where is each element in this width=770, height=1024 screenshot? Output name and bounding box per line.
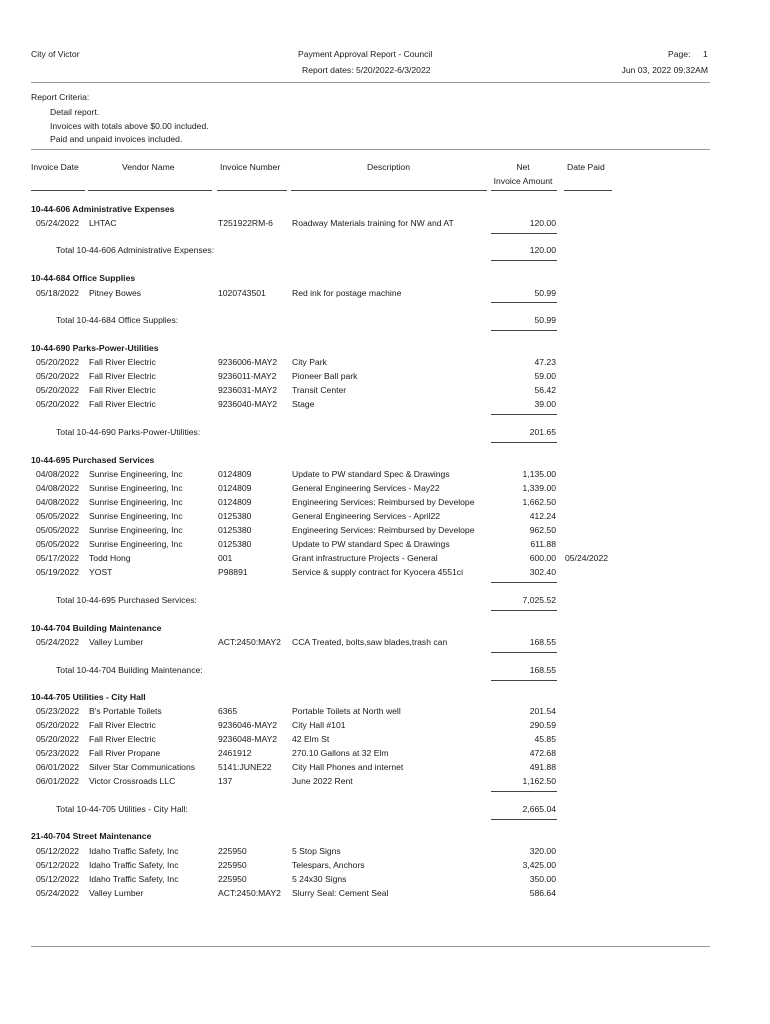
table-row — [0, 469, 770, 482]
invoice-number: T251922RM-6 — [218, 218, 273, 228]
vendor-name: Idaho Traffic Safety, Inc — [89, 874, 179, 884]
table-row — [0, 888, 770, 901]
description: City Hall Phones and internet — [292, 762, 404, 772]
section-total-label: Total 10-44-695 Purchased Services: — [56, 595, 197, 605]
col-vendor-name: Vendor Name — [122, 162, 175, 172]
table-row — [0, 497, 770, 510]
table-row — [0, 846, 770, 859]
invoice-date: 05/19/2022 — [36, 567, 80, 577]
invoice-number: 0124809 — [218, 497, 252, 507]
table-row — [0, 748, 770, 761]
description: 270.10 Gallons at 32 Elm — [292, 748, 389, 758]
total-rule — [491, 260, 557, 261]
org-name: City of Victor — [31, 49, 80, 59]
vendor-name: Fall River Electric — [89, 371, 156, 381]
invoice-date: 05/20/2022 — [36, 385, 80, 395]
net-amount: 1,339.00 — [522, 483, 556, 493]
vendor-name: Pitney Bowes — [89, 288, 142, 298]
invoice-date: 05/12/2022 — [36, 860, 80, 870]
section-title: 10-44-690 Parks-Power-Utilities — [31, 343, 159, 353]
invoice-date: 05/20/2022 — [36, 371, 80, 381]
invoice-date: 05/23/2022 — [36, 706, 80, 716]
invoice-date: 05/24/2022 — [36, 637, 80, 647]
table-row — [0, 720, 770, 733]
table-row — [0, 357, 770, 370]
table-row — [0, 637, 770, 650]
vendor-name: Valley Lumber — [89, 888, 144, 898]
section-title: 10-44-695 Purchased Services — [31, 455, 155, 465]
table-row — [0, 539, 770, 552]
footer-divider — [31, 946, 710, 947]
description: Pioneer Ball park — [292, 371, 358, 381]
col-underline — [88, 190, 212, 191]
criteria-line: Invoices with totals above $0.00 included. — [50, 121, 209, 131]
description: Service & supply contract for Kyocera 4551ci — [292, 567, 464, 577]
net-amount: 120.00 — [529, 218, 556, 228]
net-amount: 45.85 — [534, 734, 556, 744]
invoice-date: 05/18/2022 — [36, 288, 80, 298]
col-date-paid: Date Paid — [567, 162, 605, 172]
col-invoice-date: Invoice Date — [31, 162, 79, 172]
description: Red ink for postage machine — [292, 288, 402, 298]
net-amount: 1,135.00 — [522, 469, 556, 479]
section-title: 21-40-704 Street Maintenance — [31, 831, 152, 841]
vendor-name: Fall River Electric — [89, 357, 156, 367]
page-label: Page: — [668, 49, 691, 59]
subtotal-rule — [491, 582, 557, 583]
table-row — [0, 483, 770, 496]
vendor-name: Fall River Electric — [89, 399, 156, 409]
vendor-name: Sunrise Engineering, Inc — [89, 525, 183, 535]
description: 5 Stop Signs — [292, 846, 341, 856]
subtotal-rule — [491, 414, 557, 415]
invoice-number: 1020743501 — [218, 288, 266, 298]
table-row — [0, 553, 770, 566]
section-total-label: Total 10-44-704 Building Maintenance: — [56, 665, 203, 675]
vendor-name: Victor Crossroads LLC — [89, 776, 176, 786]
description: General Engineering Services - April22 — [292, 511, 441, 521]
criteria-divider — [31, 149, 710, 150]
col-invoice-amount: Invoice Amount — [493, 176, 553, 186]
vendor-name: Sunrise Engineering, Inc — [89, 497, 183, 507]
col-underline — [217, 190, 287, 191]
invoice-date: 05/05/2022 — [36, 525, 80, 535]
invoice-number: 5141:JUNE22 — [218, 762, 272, 772]
invoice-date: 05/24/2022 — [36, 888, 80, 898]
description: Stage — [292, 399, 315, 409]
table-row — [0, 525, 770, 538]
description: Transit Center — [292, 385, 347, 395]
description: Engineering Services: Reimbursed by Develope — [292, 497, 475, 507]
invoice-date: 04/08/2022 — [36, 469, 80, 479]
vendor-name: Fall River Propane — [89, 748, 161, 758]
invoice-date: 04/08/2022 — [36, 483, 80, 493]
invoice-date: 06/01/2022 — [36, 776, 80, 786]
table-row — [0, 385, 770, 398]
invoice-number: 9236031-MAY2 — [218, 385, 278, 395]
vendor-name: Fall River Electric — [89, 720, 156, 730]
invoice-date: 05/23/2022 — [36, 748, 80, 758]
section-total: 168.55 — [529, 665, 556, 675]
description: Telespars, Anchors — [292, 860, 365, 870]
subtotal-rule — [491, 302, 557, 303]
net-amount: 491.88 — [529, 762, 556, 772]
vendor-name: Silver Star Communications — [89, 762, 196, 772]
invoice-number: 001 — [218, 553, 233, 563]
table-row — [0, 218, 770, 231]
table-row — [0, 860, 770, 873]
invoice-date: 04/08/2022 — [36, 497, 80, 507]
section-title: 10-44-684 Office Supplies — [31, 273, 136, 283]
total-rule — [491, 819, 557, 820]
section-title: 10-44-606 Administrative Expenses — [31, 204, 175, 214]
description: Portable Toilets at North well — [292, 706, 401, 716]
description: June 2022 Rent — [292, 776, 353, 786]
invoice-date: 05/24/2022 — [36, 218, 80, 228]
invoice-number: 225950 — [218, 860, 247, 870]
description: 42 Elm St — [292, 734, 330, 744]
vendor-name: Sunrise Engineering, Inc — [89, 483, 183, 493]
table-row — [0, 776, 770, 789]
vendor-name: Fall River Electric — [89, 385, 156, 395]
table-row — [0, 706, 770, 719]
net-amount: 611.88 — [530, 539, 556, 549]
vendor-name: Sunrise Engineering, Inc — [89, 539, 183, 549]
invoice-number: 9236046-MAY2 — [218, 720, 278, 730]
invoice-number: 0124809 — [218, 483, 252, 493]
vendor-name: Todd Hong — [89, 553, 131, 563]
vendor-name: Sunrise Engineering, Inc — [89, 511, 183, 521]
criteria-heading: Report Criteria: — [31, 92, 90, 102]
page-number: 1 — [703, 49, 708, 59]
vendor-name: Sunrise Engineering, Inc — [89, 469, 183, 479]
description: City Park — [292, 357, 327, 367]
net-amount: 1,662.50 — [522, 497, 556, 507]
date-paid: 05/24/2022 — [565, 553, 609, 563]
table-row — [0, 288, 770, 301]
net-amount: 586.64 — [529, 888, 556, 898]
net-amount: 50.99 — [534, 288, 556, 298]
net-amount: 168.55 — [529, 637, 556, 647]
net-amount: 350.00 — [529, 874, 556, 884]
section-total-label: Total 10-44-690 Parks-Power-Utilities: — [56, 427, 201, 437]
net-amount: 320.00 — [529, 846, 556, 856]
vendor-name: LHTAC — [89, 218, 117, 228]
section-total: 201.65 — [529, 427, 556, 437]
invoice-number: 9236011-MAY2 — [218, 371, 277, 381]
net-amount: 56.42 — [534, 385, 556, 395]
invoice-date: 05/20/2022 — [36, 720, 80, 730]
section-total: 120.00 — [529, 245, 556, 255]
invoice-number: 9236048-MAY2 — [218, 734, 278, 744]
invoice-number: 225950 — [218, 846, 247, 856]
total-rule — [491, 330, 557, 331]
invoice-date: 05/20/2022 — [36, 357, 80, 367]
invoice-date: 05/17/2022 — [36, 553, 80, 563]
col-net: Net — [516, 162, 530, 172]
vendor-name: Fall River Electric — [89, 734, 156, 744]
vendor-name: Valley Lumber — [89, 637, 144, 647]
subtotal-rule — [491, 652, 557, 653]
table-row — [0, 734, 770, 747]
section-total-label: Total 10-44-684 Office Supplies: — [56, 315, 179, 325]
table-row — [0, 762, 770, 775]
net-amount: 47.23 — [534, 357, 556, 367]
net-amount: 412.24 — [529, 511, 556, 521]
vendor-name: Idaho Traffic Safety, Inc — [89, 860, 179, 870]
subtotal-rule — [491, 233, 557, 234]
section-total: 2,665.04 — [522, 804, 556, 814]
net-amount: 302.40 — [529, 567, 556, 577]
table-row — [0, 371, 770, 384]
total-rule — [491, 442, 557, 443]
section-title: 10-44-704 Building Maintenance — [31, 623, 162, 633]
description: Roadway Materials training for NW and AT — [292, 218, 454, 228]
section-total-label: Total 10-44-606 Administrative Expenses: — [56, 245, 215, 255]
table-row — [0, 874, 770, 887]
section-title: 10-44-705 Utilities - City Hall — [31, 692, 146, 702]
table-row — [0, 511, 770, 524]
criteria-line: Detail report. — [50, 107, 100, 117]
header-divider — [31, 82, 710, 83]
net-amount: 962.50 — [529, 525, 556, 535]
table-row — [0, 399, 770, 412]
invoice-number: 0125380 — [218, 511, 252, 521]
invoice-number: ACT:2450:MAY2 — [218, 888, 281, 898]
invoice-number: ACT:2450:MAY2 — [218, 637, 281, 647]
description: 5 24x30 Signs — [292, 874, 347, 884]
invoice-number: 6365 — [218, 706, 238, 716]
description: Engineering Services: Reimbursed by Develope — [292, 525, 475, 535]
col-description: Description — [367, 162, 410, 172]
invoice-number: 0125380 — [218, 539, 252, 549]
invoice-number: 9236006-MAY2 — [218, 357, 278, 367]
invoice-number: 137 — [218, 776, 233, 786]
col-underline — [291, 190, 487, 191]
invoice-number: P98891 — [218, 567, 248, 577]
net-amount: 290.59 — [529, 720, 556, 730]
vendor-name: Idaho Traffic Safety, Inc — [89, 846, 179, 856]
col-underline — [491, 190, 557, 191]
invoice-date: 05/20/2022 — [36, 734, 80, 744]
invoice-number: 0125380 — [218, 525, 252, 535]
col-underline — [564, 190, 612, 191]
net-amount: 59.00 — [534, 371, 556, 381]
invoice-date: 06/01/2022 — [36, 762, 80, 772]
section-total: 50.99 — [534, 315, 556, 325]
description: Update to PW standard Spec & Drawings — [292, 539, 450, 549]
run-datetime: Jun 03, 2022 09:32AM — [621, 65, 708, 75]
report-dates: Report dates: 5/20/2022-6/3/2022 — [302, 65, 431, 75]
description: CCA Treated, bolts,saw blades,trash can — [292, 637, 448, 647]
net-amount: 472.68 — [529, 748, 556, 758]
invoice-number: 0124809 — [218, 469, 252, 479]
col-invoice-number: Invoice Number — [220, 162, 281, 172]
section-total: 7,025.52 — [522, 595, 556, 605]
vendor-name: YOST — [89, 567, 113, 577]
net-amount: 201.54 — [529, 706, 556, 716]
col-underline — [31, 190, 85, 191]
net-amount: 600.00 — [529, 553, 556, 563]
description: General Engineering Services - May22 — [292, 483, 440, 493]
invoice-number: 225950 — [218, 874, 247, 884]
table-row — [0, 567, 770, 580]
report-title: Payment Approval Report - Council — [298, 49, 433, 59]
net-amount: 3,425.00 — [522, 860, 556, 870]
invoice-number: 2461912 — [218, 748, 252, 758]
total-rule — [491, 610, 557, 611]
description: Grant infrastructure Projects - General — [292, 553, 438, 563]
total-rule — [491, 680, 557, 681]
invoice-date: 05/12/2022 — [36, 874, 80, 884]
subtotal-rule — [491, 791, 557, 792]
invoice-number: 9236040-MAY2 — [218, 399, 278, 409]
description: Slurry Seal: Cement Seal — [292, 888, 389, 898]
criteria-line: Paid and unpaid invoices included. — [50, 134, 183, 144]
description: Update to PW standard Spec & Drawings — [292, 469, 450, 479]
vendor-name: B's Portable Toilets — [89, 706, 162, 716]
invoice-date: 05/12/2022 — [36, 846, 80, 856]
invoice-date: 05/05/2022 — [36, 511, 80, 521]
invoice-date: 05/20/2022 — [36, 399, 80, 409]
net-amount: 39.00 — [534, 399, 556, 409]
net-amount: 1,162.50 — [522, 776, 556, 786]
description: City Hall #101 — [292, 720, 346, 730]
invoice-date: 05/05/2022 — [36, 539, 80, 549]
section-total-label: Total 10-44-705 Utilities - City Hall: — [56, 804, 188, 814]
